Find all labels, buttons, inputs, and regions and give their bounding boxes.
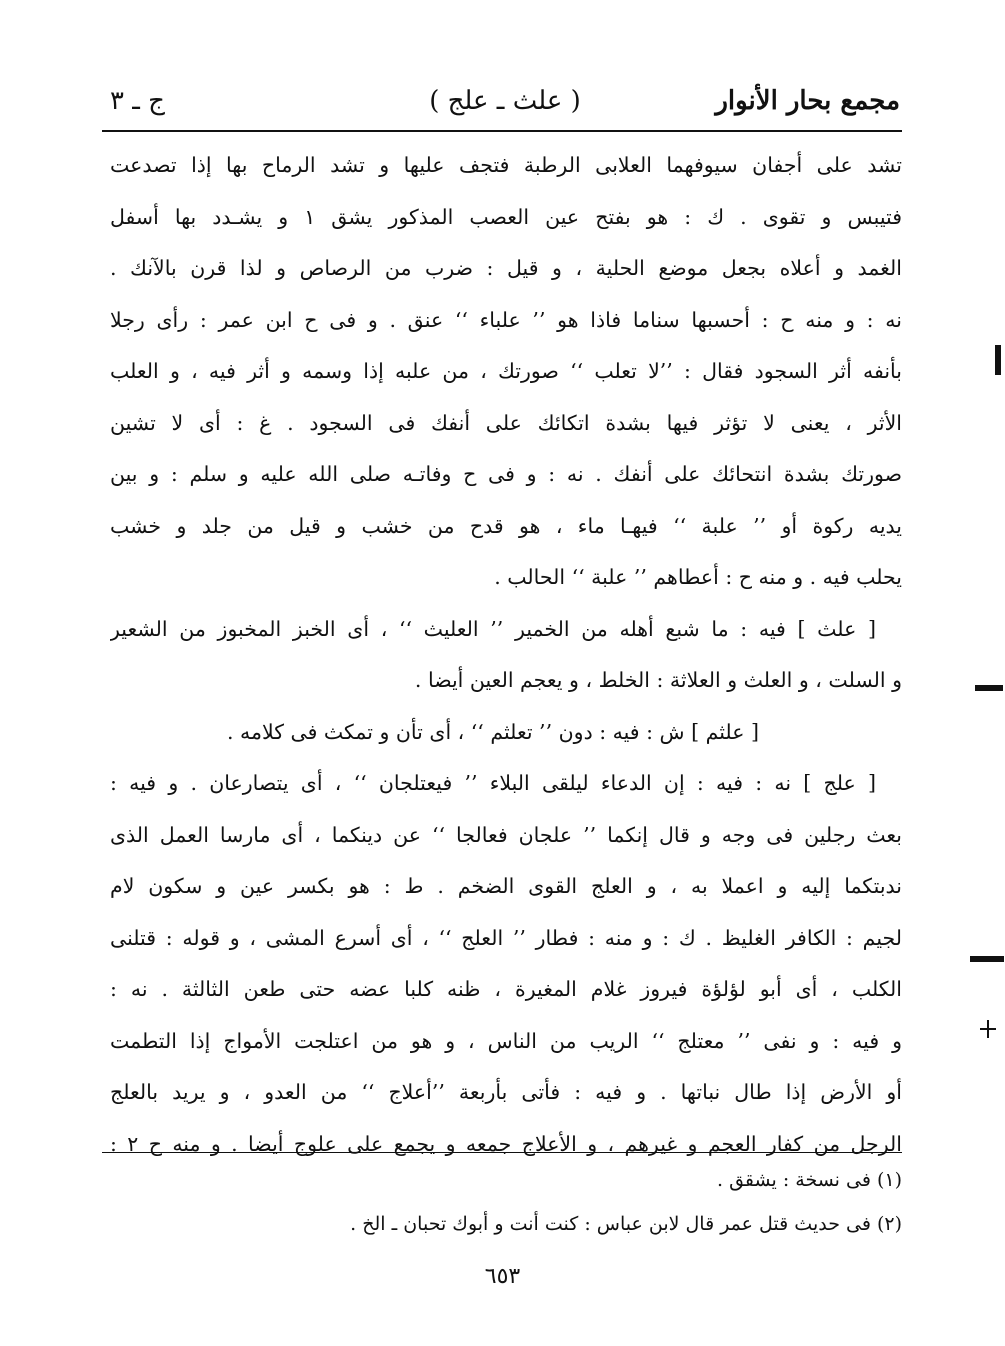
text-line: الرجل من كفار العجم و غيرهم ، و الأعلاج جمعه و يجمع على علوج أيضا . و منه ح ٢ : xyxy=(110,1131,902,1156)
text-line: صورتك بشدة انتحائك على أنفك . نه : و فى ح وفاتـه صلى الله عليه و سلم : و بين xyxy=(110,462,902,486)
footnotes xyxy=(110,1158,902,1246)
margin-mark xyxy=(970,956,1004,962)
text-line: ندبتكما إليه و اعملا به ، و العلج القوى الضخم . ط : هو بكسر عين و سكون لام xyxy=(110,874,902,898)
body-text xyxy=(110,140,902,1170)
margin-mark xyxy=(975,685,1003,691)
volume-number: ج ـ ٣ xyxy=(110,86,165,116)
book-title: مجمع بحار الأنوار xyxy=(715,86,900,116)
text-line: يحلب فيه . و منه ح : أعطاهم ’’ علبة ‘‘ الحالب . xyxy=(494,565,902,589)
entry-line-alaj: [ علج ] نه : فيه : إن الدعاء ليلقى البلاء ’’ فيعتلجان ‘‘ ، أى يتصارعان . و فيه : xyxy=(110,771,876,795)
footnote-rule xyxy=(102,1152,902,1153)
entry-line-alath: [ علث ] فيه : ما شبع أهله من الخمير ’’ العليث ‘‘ ، أى الخبز المخبوز من الشعير xyxy=(110,616,876,641)
margin-mark xyxy=(980,1028,996,1030)
text-line: الكلب ، أى أبو لؤلؤة فيروز غلام المغيرة ، ظنه كلبا عضه حتى طعن الثالثة . نه : xyxy=(110,977,902,1001)
footnote-2: (٢) فى حديث قتل عمر قال لابن عباس : كنت أنت و أبوك تحبان ـ الخ . xyxy=(350,1213,902,1235)
page-number: ٦٥٣ xyxy=(484,1264,521,1289)
entry-line-althm: [ علثم ] ش : فيه : دون ’’ تعلثم ‘‘ ، أى تأن و تمكث فى كلامه . xyxy=(227,719,759,744)
header-rule xyxy=(102,130,902,132)
text-line: أو الأرض إذا طال نباتها . و فيه : فأتى بأربعة ’’أعلاج ‘‘ من العدو ، و يريد بالعلج xyxy=(110,1080,902,1104)
margin-mark xyxy=(995,345,1001,375)
running-header xyxy=(110,78,900,124)
text-line: نه : و منه ح : أحسبها سناما فاذا هو ’’ علباء ‘‘ عنق . و فى ح ابن عمر : رأى رجلا xyxy=(110,307,902,332)
text-line: بعث رجلين فى وجه و قال إنكما ’’ علجان فعالجا ‘‘ عن دينكما ، أى مارسا العمل الذى xyxy=(110,822,902,847)
section-heading: ( علث ـ علج ) xyxy=(429,86,581,116)
text-line: و فيه : و نفى ’’ معتلج ‘‘ الريب من الناس ، و هو من اعتلجت الأمواج إذا التطمت xyxy=(110,1028,902,1053)
text-line: و السلت ، و العلث و العلاثة : الخلط ، و يعجم العين أيضا . xyxy=(414,668,902,692)
text-line: بأنفه أثر السجود فقال : ’’لا تعلب ‘‘ صورتك ، من علبه إذا وسمه و أثر فيه ، و العلب xyxy=(110,359,902,383)
text-line: تشد على أجفان سيوفهما العلابى الرطبة فتجف عليها و تشد الرماح بها إذا تصدعت xyxy=(110,153,902,177)
footnote-1: (١) فى نسخة : يشقق . xyxy=(717,1169,902,1191)
text-line: لجيم : الكافر الغليظ . ك : و منه : فطار ’’ العلج ‘‘ ، أى أسرع المشى ، و قوله : قتلنى xyxy=(110,925,902,950)
text-line: يديه ركوة أو ’’ علبة ‘‘ فيهـا ماء ، هو قدح من خشب و قيل من جلد و خشب xyxy=(110,513,902,538)
text-line: الأثر ، يعنى لا تؤثر فيها بشدة اتكائك على أنفك فى السجود . غ : أى لا تشين xyxy=(110,410,902,435)
text-line: الغمد و أعلاه بجعل موضع الحلية ، و قيل : ضرب من الرصاص و لذا قرن بالآنك . xyxy=(110,256,902,280)
text-line: فتيبس و تقوى . ك : هو بفتح عين العصب المذكور يشق ١ و يشـدد بها أسفل xyxy=(110,204,902,229)
